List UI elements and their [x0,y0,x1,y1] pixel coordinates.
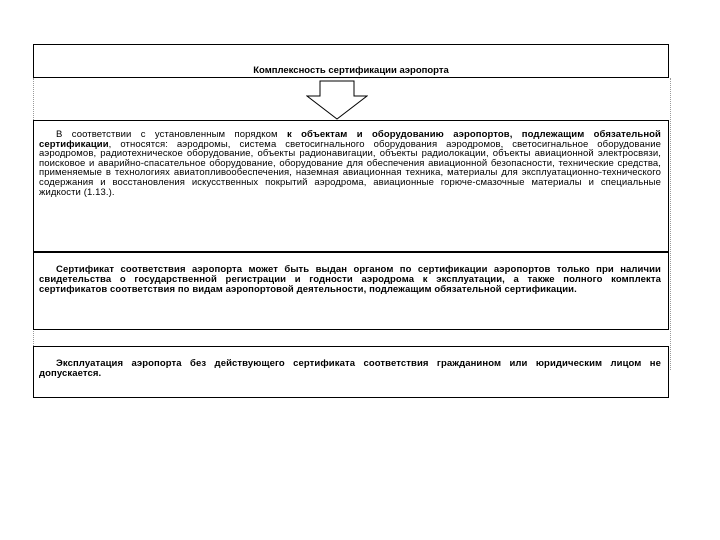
operation-paragraph [39,359,661,379]
objects-text-list: , относятся: аэродромы, система светосигнального оборудования аэродромов, светосигнальное оборудование аэродромов, радиотехническое оборудование, объекты радионавигации, объекты радиолокации, объекты авиационной электросвязи, поисковое и аварийно-спасательное оборудование, оборудование для обеспечения авиационной безопасности, технические средства, применяемые в технологиях авиатопливообеспечения, наземная авиационная техника, материалы для эксплуатационно-технического содержания и восстановления искусственных покрытий аэродрома, авиационные горюче-смазочные материалы и специальные жидкости (1.13.). [39,138,661,198]
operation-box [33,346,669,398]
objects-paragraph [39,130,661,197]
operation-text: Эксплуатация аэропорта без действующего сертификата соответствия гражданином или юридическим лицом не допускается. [39,358,661,379]
certificate-text: Сертификат соответствия аэропорта может быть выдан органом по сертификации аэропортов только при наличии свидетельства о государственной регистрации и годности аэродрома к эксплуатации, а также полного комплекта сертификатов соответствия по видам аэропортовой деятельности, подлежащим обязательной сертификации. [39,264,661,295]
certificate-box [33,252,669,330]
down-arrow-icon [306,80,368,120]
objects-text-intro: В соответствии с установленным порядком [56,129,287,140]
objects-box [33,120,669,252]
objects-text-bold: к объектам и оборудованию аэропортов, подлежащим обязательной сертификации [39,129,661,150]
right-guide-line [670,78,671,370]
page-title: Комплексность сертификации аэропорта [253,65,449,76]
certificate-paragraph [39,265,661,294]
title-box [33,44,669,78]
